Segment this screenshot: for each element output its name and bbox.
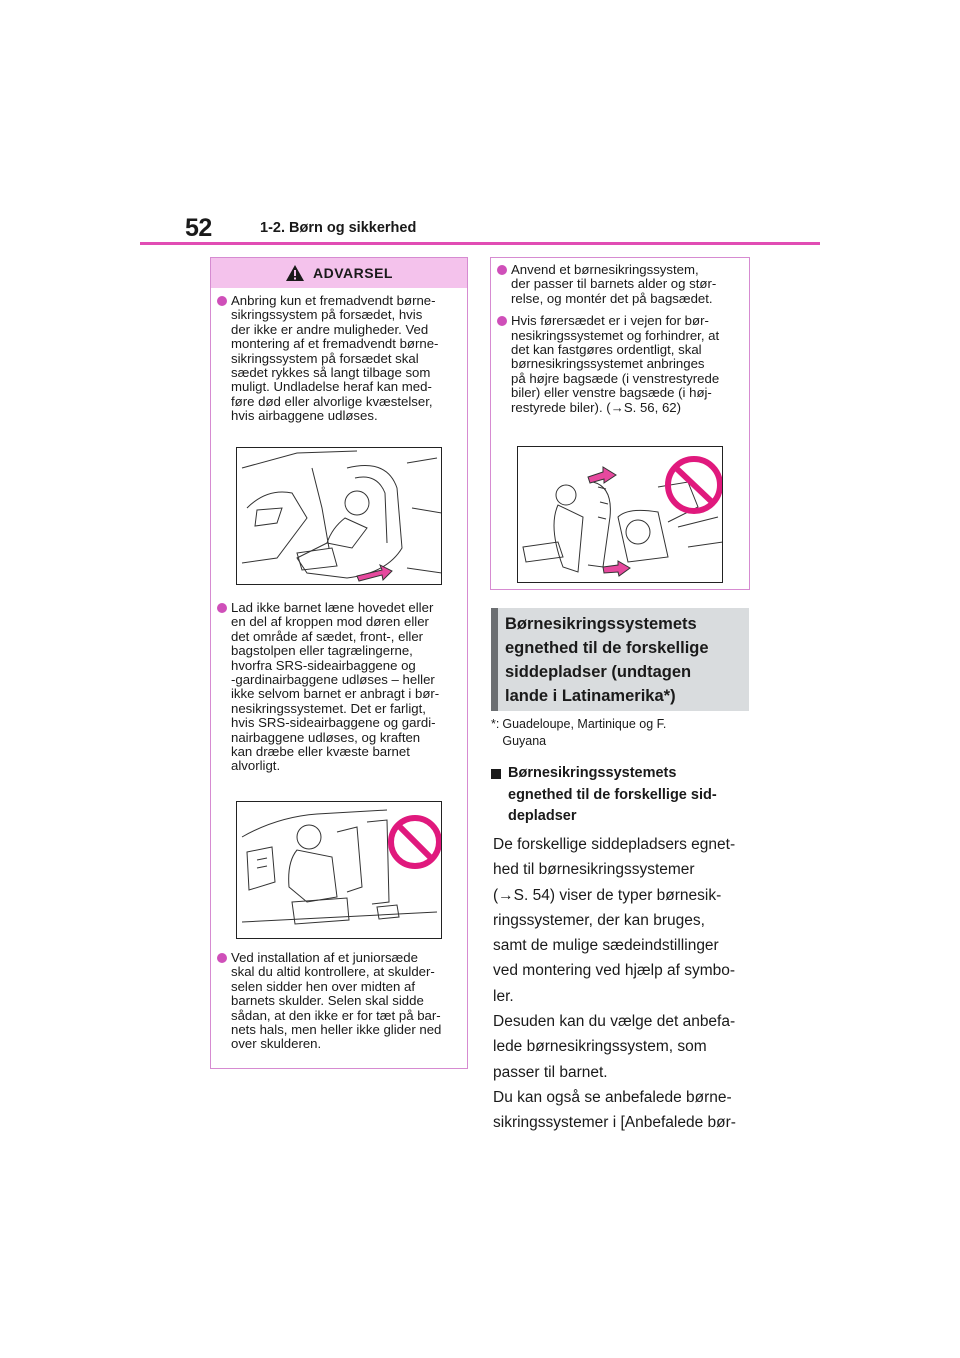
warning-item-text: Hvis førersædet er i vejen for bør- nesikringssystemet og forhindrer, at det kan fastgøres ordentligt, skal børnesikringssystemet anbringes på højre bagsæde (i venstrestyrede biler) eller venstre bagsæde (i høj- restyrede biler). (→S. 56, 62) <box>511 313 720 415</box>
footnote <box>491 716 666 750</box>
bullet-icon <box>217 603 227 613</box>
body-paragraph: De forskellige siddepladsers egnet- hed til børnesikringssystemer (→S. 54) viser de typer børnesik- ringssystemer, der kan bruges, samt de mulige sædeindstillinger ved montering ved hjælp af symbo- ler. Desuden kan du vælge det anbefa- lede børnesikringssystem, som passer til barnet. Du kan også se anbefalede børne- sikringssystemer i [Anbefalede bør- <box>493 836 736 1132</box>
warning-triangle-icon <box>285 264 305 282</box>
subheading-text: Børnesikringssystemets egnethed til de forskellige sid- depladser <box>508 765 717 824</box>
heading-bar <box>491 608 498 711</box>
bullet-icon <box>217 953 227 963</box>
warning-item <box>497 263 743 306</box>
warning-item <box>217 601 439 774</box>
illustration-front-child-seat <box>236 447 442 585</box>
section-title: 1-2. Børn og sikkerhed <box>260 220 417 236</box>
warning-item <box>217 951 441 1052</box>
subheading <box>491 763 717 828</box>
warning-item <box>217 294 461 424</box>
bullet-icon <box>217 296 227 306</box>
warning-item-text: Anbring kun et fremadvendt børne- sikringssystem på forsædet, hvis der ikke er andre muligheder. Ved montering af et fremadvendt børne- sikringssystem på forsædet skal sædet rykkes så langt tilbage som muligt. Undladelse heraf kan med- føre død eller alvorlige kvæstelser, hvis airbaggene udløses. <box>231 293 439 424</box>
warning-item-text: Lad ikke barnet læne hovedet eller en del af kroppen mod døren eller det område af sædet, front-, eller bagstolpen eller tagrælingerne, hvorfra SRS-sideairbaggene og -gardinairbaggene udløses – heller ikke selvom barnet er anbragt i bør- nesikringssystemet. Det er farligt, hvis SRS-sideairbaggene og gardi- nairbaggene udløses, og kraften kan dræbe eller kvæste barnet alvorligt. <box>231 600 440 774</box>
bullet-icon <box>497 265 507 275</box>
warning-item-text: Anvend et børnesikringssystem, der passer til barnets alder og stør- relse, og montér det på bagsædet. <box>511 262 717 306</box>
footnote-text: Guadeloupe, Martinique og F. Guyana <box>502 717 667 748</box>
square-bullet-icon <box>491 769 501 779</box>
bullet-icon <box>497 316 507 326</box>
warning-header <box>211 258 467 288</box>
warning-item <box>497 314 743 415</box>
section-heading <box>491 608 749 711</box>
warning-title: ADVARSEL <box>313 265 393 281</box>
warning-item-text: Ved installation af et juniorsæde skal du altid kontrollere, at skulder- selen sidder hen over midten af barnets skulder. Selen skal sidde sådan, at den ikke er for tæt på bar- nets hals, men heller ikke glider ned over skulderen. <box>231 950 442 1052</box>
illustration-rear-seat <box>517 446 723 583</box>
illustration-child-leaning <box>236 801 442 939</box>
warning-box <box>210 257 468 1069</box>
page-number: 52 <box>185 214 212 242</box>
section-heading-text: Børnesikringssystemets egnethed til de forskellige siddepladser (undtagen lande i Latinamerika*) <box>505 615 709 705</box>
header-rule <box>140 242 820 245</box>
footnote-mark: *: <box>491 717 500 731</box>
